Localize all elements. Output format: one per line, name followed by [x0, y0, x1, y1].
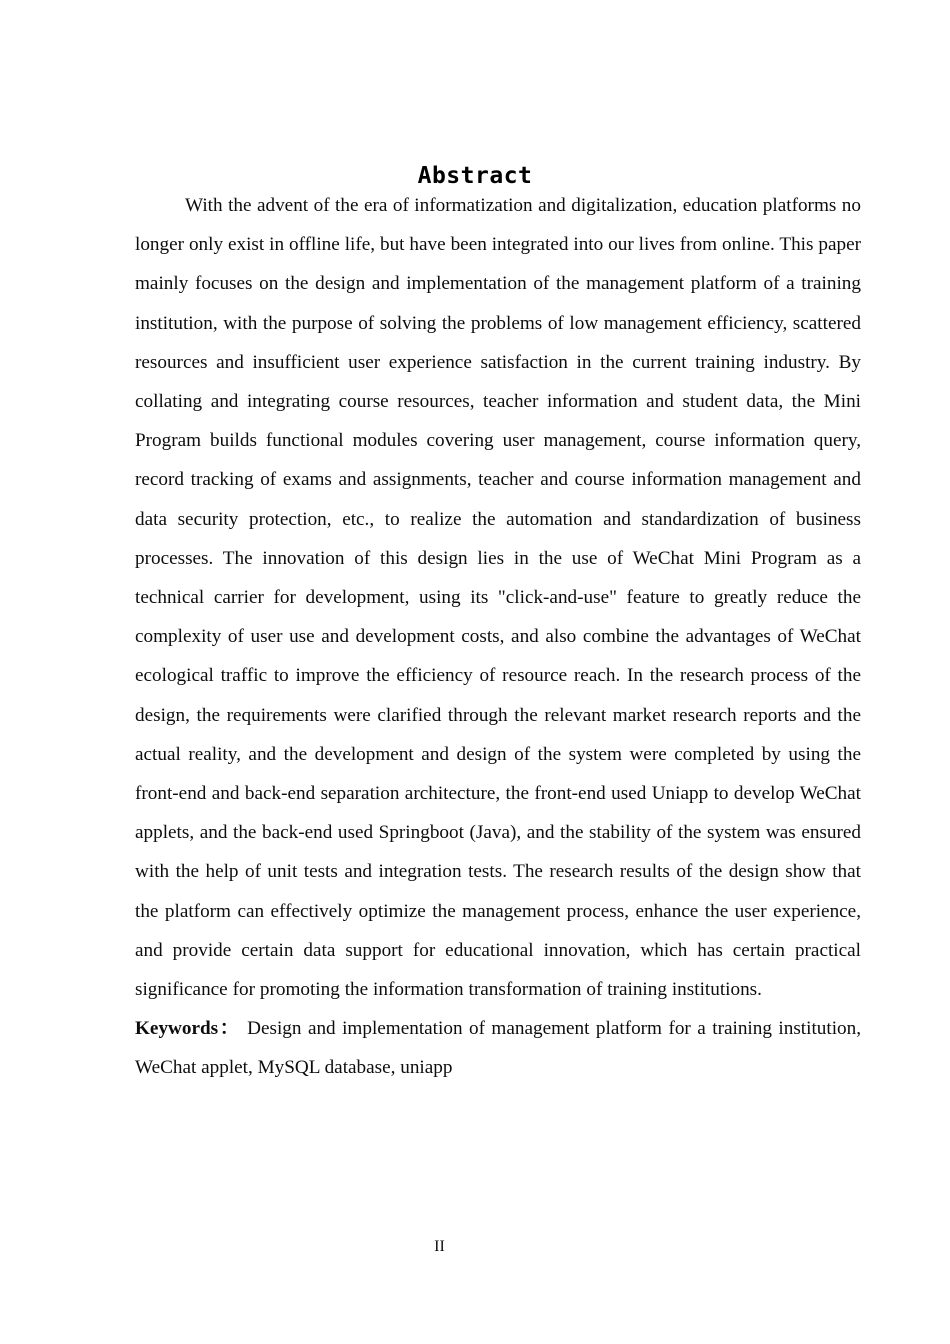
page-number: II [434, 1238, 445, 1255]
abstract-paragraph: With the advent of the era of informatization and digitalization, education platforms no longer only exist in offline life, but have been integrated into our lives from online. This paper mainly focuses on the design and implementation of the management platform of a training institution, with the purpose of solving the problems of low management efficiency, scattered resources and insufficient user experience satisfaction in the current training industry. By collating and integrating course resources, teacher information and student data, the Mini Program builds functional modules covering user management, course information query, record tracking of exams and assignments, teacher and course information management and data security protection, etc., to realize the automation and standardization of business processes. The innovation of this design lies in the use of WeChat Mini Program as a technical carrier for development, using its "click-and-use" feature to greatly reduce the complexity of user use and development costs, and also combine the advantages of WeChat ecological traffic to improve the efficiency of resource reach. In the research process of the design, the requirements were clarified through the relevant market research reports and the actual reality, and the development and design of the system were completed by using the front-end and back-end separation architecture, the front-end used Uniapp to develop WeChat applets, and the back-end used Springboot (Java), and the stability of the system was ensured with the help of unit tests and integration tests. The research results of the design show that the platform can effectively optimize the management process, enhance the user experience, and provide certain data support for educational innovation, which has certain practical significance for promoting the information transformation of training institutions. [135, 195, 861, 1001]
keywords-label: Keywords [135, 1018, 219, 1040]
keywords-separator: ： [218, 1018, 241, 1040]
page-title: Abstract [417, 163, 533, 190]
document-body [135, 186, 861, 1088]
keywords-value: Design and implementation of management platform for a training institution, WeChat applet, MySQL database, uniapp [135, 1018, 862, 1079]
keywords-line [135, 1009, 861, 1087]
